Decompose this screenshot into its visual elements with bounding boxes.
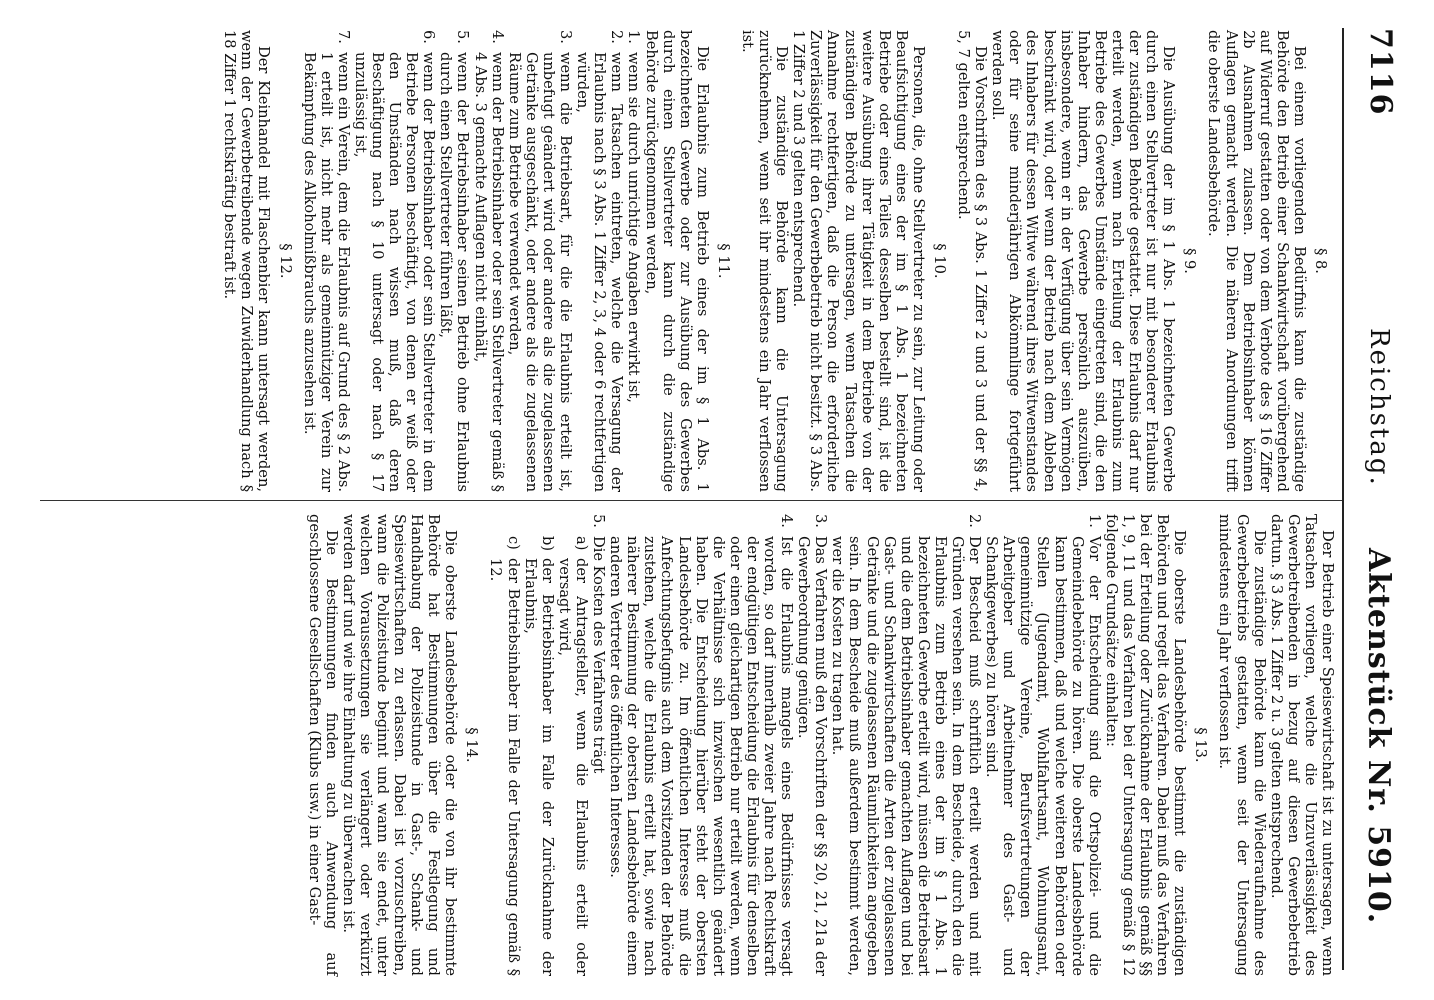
- item-number: 7.: [334, 30, 352, 44]
- section-11-title: § 11.: [714, 243, 732, 279]
- list-item: [506, 30, 574, 492]
- item-number: 2.: [966, 514, 984, 528]
- sub-item-text: der Betriebsinhaber im Falle der Zurücknahme der Erlaubnis,: [521, 558, 556, 976]
- item-text: wenn die Betriebsart, für die die Erlaubnis erteilt ist, unbefugt geändert wird oder andere als die zugelassenen Getränke ausgeschänkt, oder andere als die zugelassenen Räume zum Betriebe verwendet werden,: [505, 52, 575, 492]
- section-9-text-2: Die Vorschriften des § 3 Abs. 1 Ziffer 2 und 3 und der §§ 4, 5, 7 gelten entsprechend.: [955, 30, 990, 492]
- section-13-title: § 13.: [1192, 727, 1210, 763]
- page-header: [1348, 28, 1398, 970]
- item-number: 2.: [608, 30, 626, 44]
- sub-item: [487, 536, 521, 976]
- list-item: [472, 30, 506, 492]
- column-divider: [40, 500, 1342, 501]
- sub-item-letter: c): [504, 536, 522, 550]
- list-item: [795, 514, 829, 976]
- sub-item-letter: a): [572, 536, 590, 551]
- list-item: [437, 30, 471, 492]
- list-item: [983, 514, 1103, 976]
- item-number: 3.: [812, 514, 830, 528]
- sub-item-text: der Betriebsinhaber im Falle der Untersagung gemäß § 12.: [487, 558, 522, 976]
- list-item: [590, 514, 607, 976]
- section-12-title: § 12.: [276, 243, 294, 279]
- list-item: [301, 30, 352, 492]
- item-text: wenn der Betriebsinhaber oder sein Stellvertreter gemäß § 4 Abs. 3 gemachte Auflagen nicht einhält,: [471, 52, 506, 492]
- item-number: 3.: [557, 30, 575, 44]
- section-10-title: § 10.: [931, 243, 949, 279]
- item-number: 5.: [590, 514, 608, 528]
- section-8-title: § 8.: [1312, 248, 1329, 274]
- item-text: wenn sie durch unrichtige Angaben erwirkt ist,: [625, 52, 643, 403]
- section-14-text: Die oberste Landesbehörde oder die von ihr bestimmte Behörde hat Bestimmungen über die Festlegung und Handhabung der Polizeistunde in Gast-, Schank- und Speisewirtschaften zu erlassen. Dabei ist vorzuschreiben, wann die Polizeistunde beginnt und wann sie endet, unter welchen Voraussetzungen sie verlängert oder verkürzt werden darf und wie ihre Einhaltung zu überwachen ist.: [339, 514, 460, 976]
- list-item: [352, 30, 437, 492]
- item-text: wenn der Betriebsinhaber oder sein Stellvertreter in dem Betriebe Personen beschäftigt, von denen er weiß oder den Umständen nach wissen muß, daß deren Beschäftigung nach § 10 untersagt oder nach § 17 unzulässig ist,: [351, 52, 438, 492]
- section-9-title: § 9.: [1181, 248, 1199, 274]
- left-column: [221, 30, 1336, 492]
- header-middle: Reichstag.: [1364, 328, 1394, 487]
- sub-item-letter: b): [538, 536, 556, 552]
- section-11-text: Die Erlaubnis zum Betrieb eines der im § 1 Abs. 1 bezeichneten Gewerbe oder zur Ausübung des Gewerbes durch einen Stellvertreter kann durch die zuständige Behörde zurückgenommen werden,: [642, 30, 711, 492]
- item-number: 4.: [488, 30, 506, 44]
- section-9-text: Die Ausübung der im § 1 Abs. 1 bezeichneten Gewerbe durch einen Stellvertreter ist nur mit besonderer Erlaubnis der zuständigen Behörde gestattet. Diese Erlaubnis darf nur erteilt werden, wenn nach Erteilung der Erlaubnis zum Betriebe des Gewerbes Umstände eingetreten sind, die den Inhaber hindern, das Gewerbe persönlich auszuüben, insbesondere, wenn er in der Verfügung über sein Vermögen beschränkt wird, oder wenn der Betrieb nach dem Ableben des Inhabers für dessen Witwe während ihres Witwenstandes oder für seine minderjährigen Abkömmlinge fortgeführt werden soll.: [989, 30, 1178, 492]
- page-number: 7116: [1363, 28, 1398, 116]
- section-8-text: Bei einem vorliegenden Bedürfnis kann die zuständige Behörde den Betrieb einer Schankwirtschaft vorübergehend auf Widerruf gestatten oder von dem Verbote des § 16 Ziffer 2b Ausnahmen zulassen. Dem Betriebsinhaber können Auflagen gemacht werden. Die näheren Anordnungen trifft die oberste Landesbehörde.: [1205, 30, 1308, 492]
- item-text: Vor der Entscheidung sind die Ortspolizei- und die Gemeindebehörde zu hören. Die oberste Landesbehörde kann bestimmen, daß und welche weiteren Behörden oder Stellen (Jugendamt, Wohlfahrtsamt, Wohnungsamt, gemeinnützige Vereine, Berufsvertretungen der Arbeitgeber und Arbeitnehmer des Gast- und Schankgewerbes) zu hören sind.: [983, 536, 1103, 976]
- item-number: 1.: [625, 30, 643, 44]
- item-number: 6.: [420, 30, 438, 44]
- list-item: [607, 514, 795, 976]
- item-number: 5.: [454, 30, 472, 44]
- list-item: [829, 514, 983, 976]
- section-13-text: Die oberste Landesbehörde bestimmt die zuständigen Behörden und regelt das Verfahren. Dabei muß das Verfahren bei der Erteilung oder Zurücknahme der Erlaubnis gemäß §§ 1, 9, 11 und das Verfahren bei der Untersagung gemäß § 12 folgende Grundsätze einhalten:: [1102, 514, 1189, 976]
- right-column: [305, 514, 1336, 976]
- item-text: Die Kosten des Verfahrens trägt: [590, 536, 608, 774]
- item-text: wenn Tatsachen eintreten, welche die Versagung der Erlaubnis nach § 3 Abs. 1 Ziffer 2, 3, 4 oder 6 rechtfertigen würden,: [574, 52, 626, 492]
- item-text: Das Verfahren muß den Vorschriften der §§ 20, 21, 21a der Gewerbeordnung genügen.: [795, 536, 830, 976]
- section-10-text: Personen, die, ohne Stellvertreter zu sein, zur Leitung oder Beaufsichtigung eines der im § 1 Abs. 1 bezeichneten Betriebe oder eines Teiles desselben bestellt sind, ist die weitere Ausübung ihrer Tätigkeit in dem Betriebe von der zuständigen Behörde zu untersagen, wenn Tatsachen die Annahme rechtfertigen, daß die Person die erforderliche Zuverlässigkeit für den Gewerbebetrieb nicht besitzt. § 3 Abs. 1 Ziffer 2 und 3 gelten entsprechend.: [790, 30, 927, 492]
- paragraph-speisewirtschaft: Der Betrieb einer Speisewirtschaft ist zu untersagen, wenn Tatsachen vorliegen, welche die Unzuverlässigkeit des Gewerbetreibenden in bezug auf diesen Gewerbebetrieb dartun. § 3 Abs. 1 Ziffer 2 u. 3 gelten entsprechend.: [1267, 514, 1336, 976]
- sub-item: [556, 536, 590, 976]
- list-item: [574, 30, 625, 492]
- section-14-title: § 14.: [463, 727, 481, 763]
- section-12-text: Der Kleinhandel mit Flaschenbier kann untersagt werden, wenn der Gewerbetreibende wegen Zuwiderhandlung nach § 18 Ziffer 1 rechtskräftig bestraft ist.: [221, 30, 273, 492]
- item-text: Der Bescheid muß schriftlich erteilt werden und mit Gründen versehen sein. In dem Bescheide, durch den die Erlaubnis zum Betrieb eines der im § 1 Abs. 1 bezeichneten Gewerbe erteilt wird, müssen die Betriebsart und die dem Betriebsinhaber gemachten Auflagen und bei Gast- und Schankwirtschaften die Arten der zugelassenen Getränke und die zugelassenen Räumlichkeiten angegeben sein. In dem Bescheide muß außerdem bestimmt werden, wer die Kosten zu tragen hat.: [829, 536, 984, 976]
- sub-item-text: der Antragsteller, wenn die Erlaubnis erteilt oder versagt wird,: [555, 558, 590, 976]
- header-rule: [1342, 28, 1344, 970]
- item-number: 1.: [1085, 514, 1103, 528]
- sub-item: [522, 536, 556, 976]
- section-14-text-2: Die Bestimmungen finden auch Anwendung auf geschlossene Gesellschaften (Klubs usw.) in einer Gast-: [305, 514, 340, 976]
- item-text: wenn der Betriebsinhaber seinen Betrieb ohne Erlaubnis durch einen Stellvertreter führen läßt,: [437, 52, 472, 492]
- item-number: 4.: [778, 514, 796, 528]
- section-10-text-2: Die zuständige Behörde kann die Untersagung zurücknehmen, wenn seit ihr mindestens ein Jahr verflossen ist.: [739, 30, 791, 492]
- item-text: wenn ein Verein, dem die Erlaubnis auf Grund des § 2 Abs. 1 erteilt ist, nicht mehr als gemeinnütziger Verein zur Bekämpfung des Alkoholmißbrauchs anzusehen ist.: [300, 52, 352, 492]
- header-document-number: Aktenstück Nr. 5910.: [1361, 548, 1396, 925]
- list-item: [625, 30, 642, 492]
- paragraph-wiederaufnahme: Die zuständige Behörde kann die Wiederaufnahme des Gewerbebetriebs gestatten, wenn seit der Untersagung mindestens ein Jahr verflossen ist.: [1216, 514, 1268, 976]
- item-text: Ist die Erlaubnis mangels eines Bedürfnisses versagt worden, so darf innerhalb zweier Jahre nach Rechtskraft der endgültigen Entscheidung die Erlaubnis für denselben oder einen gleichartigen Betrieb nur erteilt werden, wenn die Verhältnisse sich inzwischen wesentlich geändert haben. Die Entscheidung hierüber steht der obersten Landesbehörde zu. Im öffentlichen Interesse muß die Anfechtungsbefugnis auch dem Vorsitzenden der Behörde zustehen, welche die Erlaubnis erteilt hat, sowie nach näherer Bestimmung der obersten Landesbehörde einem anderen Vertreter des öffentlichen Interesses.: [607, 536, 796, 976]
